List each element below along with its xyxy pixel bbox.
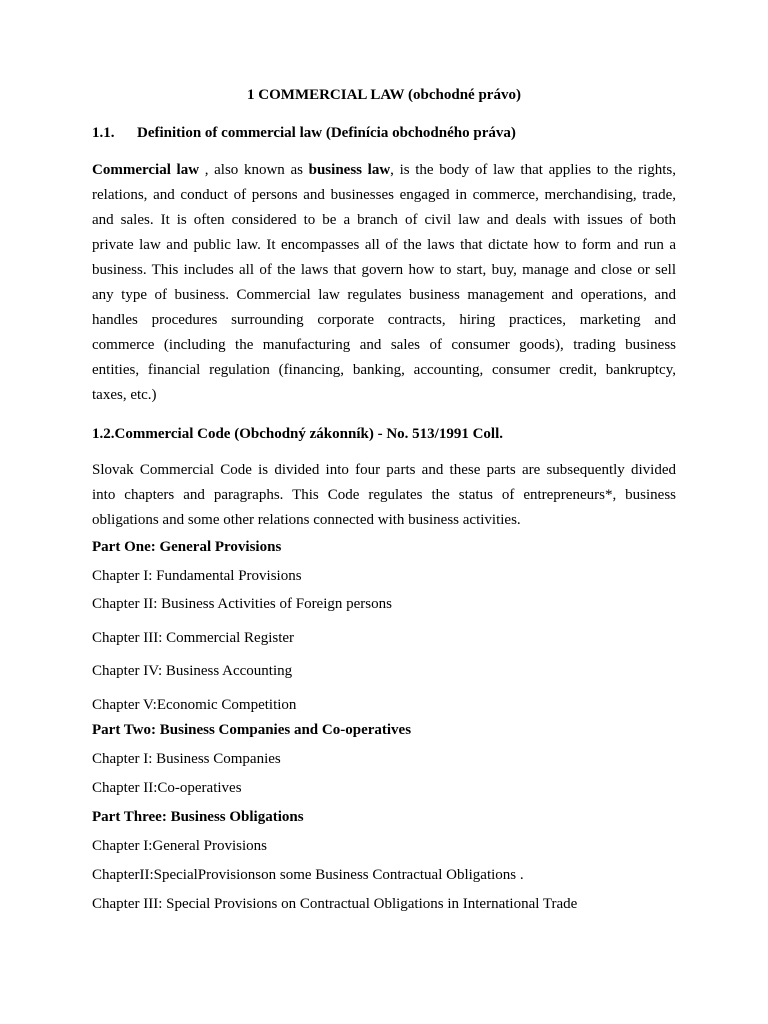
paragraph-commercial-law-definition <box>92 158 676 408</box>
paragraph-fragment: , is the body of law that applies to the rights, <box>390 162 676 178</box>
outline-item: Chapter II: Business Activities of Foreign persons <box>92 596 392 612</box>
outline-item: Chapter III: Commercial Register <box>92 630 295 646</box>
outline-item: ChapterII:SpecialProvisionson some Business Contractual Obligations . <box>92 867 524 883</box>
paragraph-line <box>92 158 676 183</box>
paragraph-line: handles procedures surrounding corporate contracts, hiring practices, marketing and <box>92 312 676 328</box>
paragraph-line: and sales. It is often considered to be a branch of civil law and deals with issues of both <box>92 212 676 228</box>
part-three-heading: Part Three: Business Obligations <box>92 809 304 825</box>
part-one-heading: Part One: General Provisions <box>92 539 282 555</box>
paragraph-line: private law and public law. It encompasses all of the laws that dictate how to form and run a <box>92 237 676 253</box>
outline-item: Chapter I: Fundamental Provisions <box>92 568 302 584</box>
paragraph-commercial-code <box>92 458 676 533</box>
outline-item: Chapter I: Business Companies <box>92 751 281 767</box>
document-title: 1 COMMERCIAL LAW (obchodné právo) <box>247 87 521 103</box>
outline-item: Chapter V:Economic Competition <box>92 697 297 713</box>
paragraph-line: into chapters and paragraphs. This Code regulates the status of entrepreneurs*, business <box>92 487 676 503</box>
outline-item: Chapter I:General Provisions <box>92 838 267 854</box>
part-two-heading: Part Two: Business Companies and Co-operatives <box>92 722 412 738</box>
section-heading-1-1: Definition of commercial law (Definícia obchodného práva) <box>137 125 516 141</box>
paragraph-line: taxes, etc.) <box>92 387 157 403</box>
paragraph-fragment: , also known as <box>199 162 309 178</box>
outline-item: Chapter III: Special Provisions on Contractual Obligations in International Trade <box>92 896 578 912</box>
term-commercial-law: Commercial law <box>92 162 200 178</box>
term-business-law: business law <box>308 162 391 178</box>
paragraph-line: commerce (including the manufacturing and sales of consumer goods), trading business <box>92 337 676 353</box>
section-number-1-1: 1.1. <box>92 125 115 141</box>
outline-item: Chapter IV: Business Accounting <box>92 663 293 679</box>
paragraph-line: entities, financial regulation (financing, banking, accounting, consumer credit, bankruptcy, <box>92 362 676 378</box>
outline-item: Chapter II:Co-operatives <box>92 780 242 796</box>
paragraph-line: relations, and conduct of persons and businesses engaged in commerce, merchandising, trade, <box>92 187 676 203</box>
paragraph-line: any type of business. Commercial law regulates business management and operations, and <box>92 287 676 303</box>
paragraph-line: obligations and some other relations connected with business activities. <box>92 512 521 528</box>
paragraph-line: business. This includes all of the laws that govern how to start, buy, manage and close or sell <box>92 262 676 278</box>
paragraph-line: Slovak Commercial Code is divided into four parts and these parts are subsequently divided <box>92 462 676 478</box>
section-heading-1-2: 1.2.Commercial Code (Obchodný zákonník) - No. 513/1991 Coll. <box>92 426 503 442</box>
